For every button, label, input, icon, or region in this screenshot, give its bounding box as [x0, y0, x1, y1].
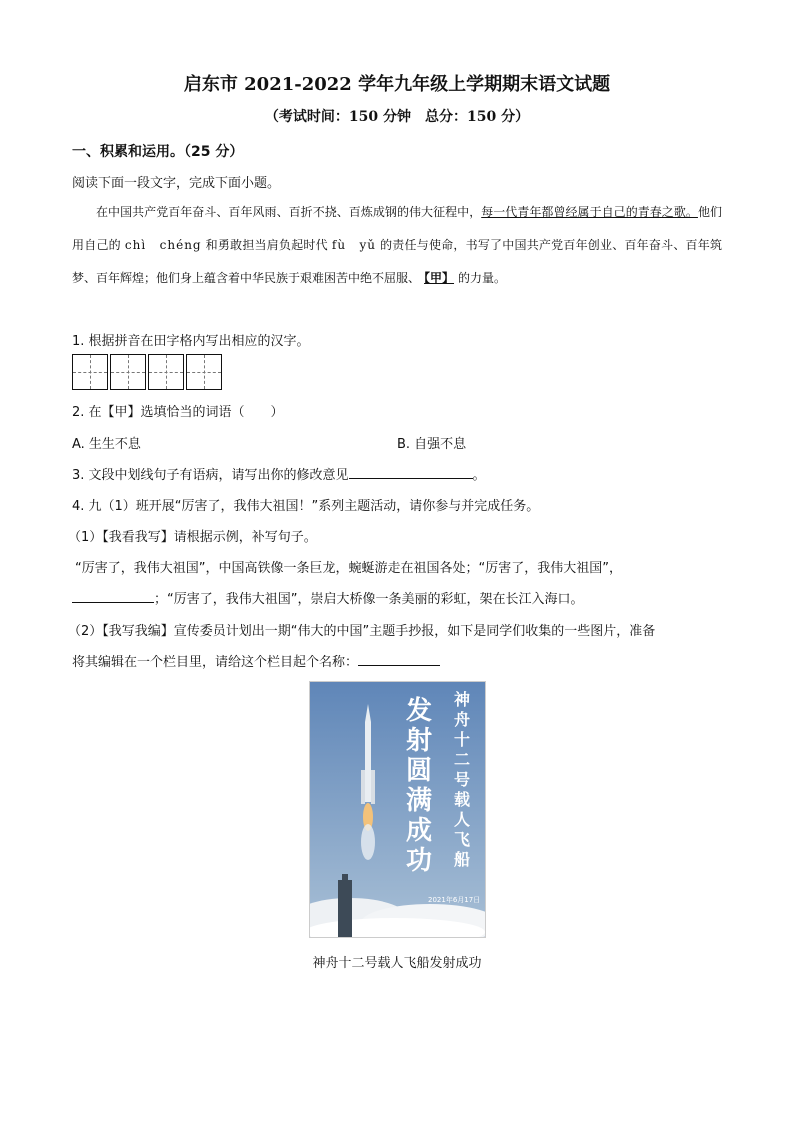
option-a[interactable]: A. 生生不息	[72, 437, 141, 452]
blank-jia[interactable]: 【甲】	[424, 271, 455, 285]
tianzige-cell[interactable]	[72, 354, 108, 390]
passage-text-3: 和勇敢担当肩负起时代	[201, 238, 332, 252]
answer-blank[interactable]	[358, 652, 440, 666]
exam-info: （考试时间：150 分钟 总分：150 分）	[264, 109, 530, 125]
tianzige-grid	[72, 354, 224, 390]
pinyin-fuyu: fù yǔ	[331, 238, 377, 252]
question-3-text: 3. 文段中划线句子有语病，请写出你的修改意见	[72, 468, 349, 483]
question-3-end: 。	[472, 468, 486, 483]
poster-side-text: 神舟十二号载人飞船	[454, 690, 471, 869]
tianzige-cell[interactable]	[110, 354, 146, 390]
answer-blank[interactable]	[72, 589, 154, 603]
passage-text-2: 他们用自己的	[72, 205, 722, 252]
question-4: 4. 九（1）班开展“厉害了，我伟大祖国！”系列主题活动，请你参与并完成任务。	[72, 499, 540, 514]
tianzige-cell[interactable]	[186, 354, 222, 390]
question-3	[72, 464, 486, 483]
figure-caption: 神舟十二号载人飞船发射成功	[312, 956, 482, 971]
passage-text-4: 的责任与使命，书写了中国共产党百年创业、百年奋斗、百年筑梦、百年辉煌；他们身上蕴含着中华民族于艰难困苦中绝不屈服、	[72, 238, 723, 285]
poster-headline: 发射圆满成功	[406, 696, 433, 876]
question-1: 1. 根据拼音在田字格内写出相应的汉字。	[72, 334, 310, 349]
underlined-sentence: 每一代青年都曾经属于自己的青春之歌。	[481, 205, 698, 219]
question-4-2-line2	[72, 651, 440, 670]
question-4-1-example: “厉害了，我伟大祖国”，中国高铁像一条巨龙，蜿蜒游走在祖国各处；“厉害了，我伟大祖国”，	[75, 561, 622, 576]
question-4-2-text: 将其编辑在一个栏目里，请给这个栏目起个名称：	[72, 655, 359, 670]
option-b[interactable]: B. 自强不息	[397, 437, 467, 452]
section-heading: 一、积累和运用。（25 分）	[72, 144, 244, 160]
question-4-2-line1: （2）【我写我编】宣传委员计划出一期“伟大的中国”主题手抄报，如下是同学们收集的一些图片，准备	[68, 624, 656, 639]
passage-text-1: 在中国共产党百年奋斗、百年风雨、百折不挠、百炼成钢的伟大征程中，	[96, 205, 482, 219]
answer-blank[interactable]	[349, 465, 473, 479]
question-4-1: （1）【我看我写】请根据示例，补写句子。	[68, 530, 317, 545]
pinyin-chicheng: chì chéng	[124, 238, 202, 252]
question-2: 2. 在【甲】选填恰当的词语（ ）	[72, 405, 284, 420]
passage-text-5: 的力量。	[458, 271, 507, 285]
poster-date: 2021年6月17日	[428, 896, 481, 904]
instruction: 阅读下面一段文字，完成下面小题。	[72, 176, 281, 191]
launch-tower-icon	[338, 874, 352, 937]
question-4-1-cont-text: ；“厉害了，我伟大祖国”，崇启大桥像一条美丽的彩虹，架在长江入海口。	[154, 592, 584, 607]
page-title: 启东市 2021-2022 学年九年级上学期期末语文试题	[183, 74, 611, 95]
question-4-1-continuation	[72, 588, 583, 607]
shenzhou-poster-image	[309, 681, 486, 938]
reading-passage	[72, 196, 722, 295]
tianzige-cell[interactable]	[148, 354, 184, 390]
